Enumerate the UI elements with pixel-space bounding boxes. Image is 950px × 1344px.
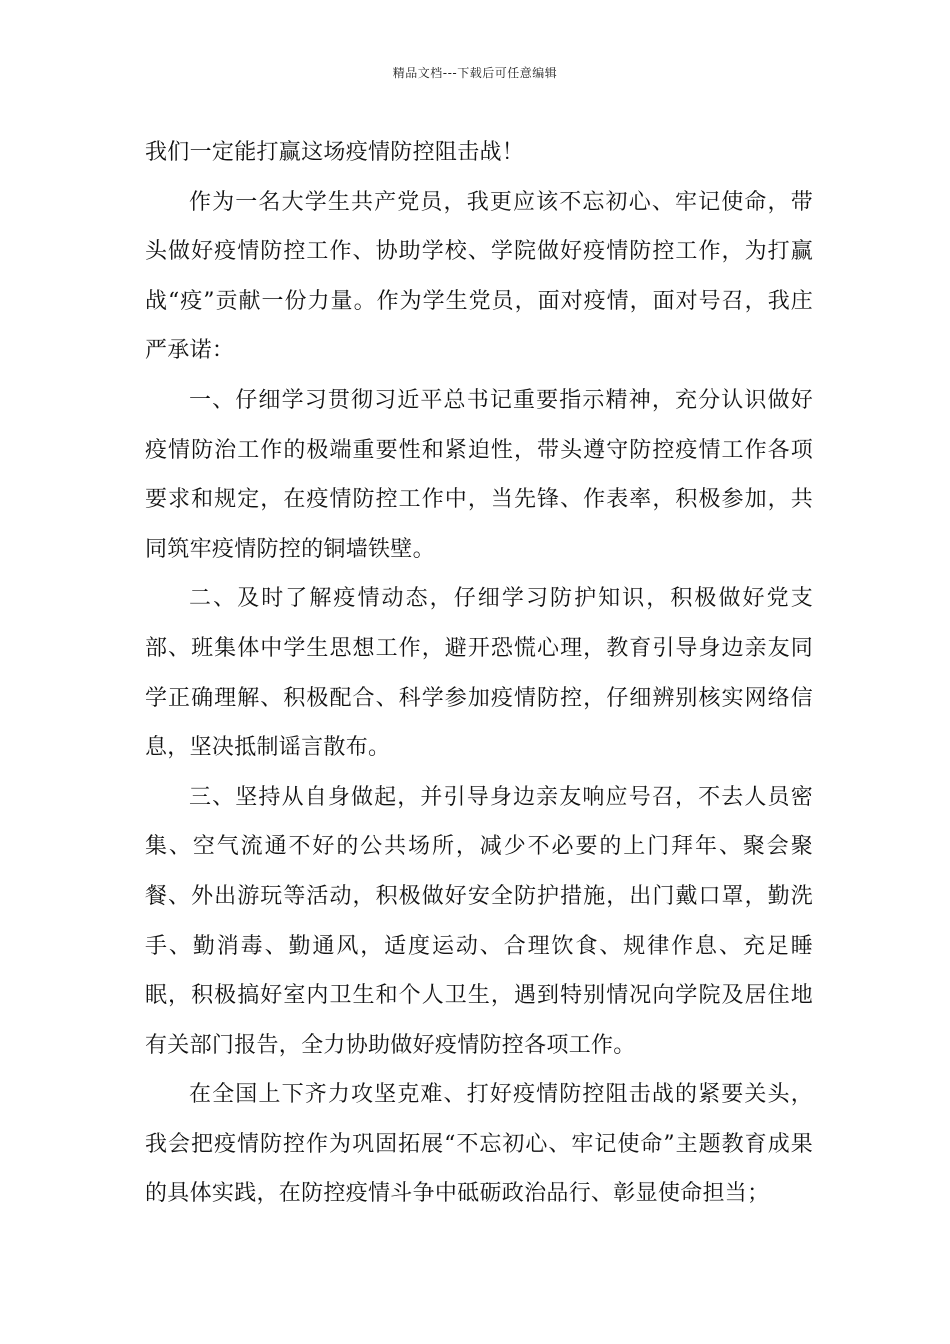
- paragraph-pledge-1: 一、仔细学习贯彻习近平总书记重要指示精神，充分认识做好疫情防治工作的极端重要性和紧迫性，带头遵守防控疫情工作各项要求和规定，在疫情防控工作中，当先锋、作表率，积极参加，共同筑牢疫情防控的铜墙铁壁。: [145, 387, 813, 562]
- paragraph-pledge-3: 三、坚持从自身做起，并引导身边亲友响应号召，不去人员密集、空气流通不好的公共场所，减少不必要的上门拜年、聚会聚餐、外出游玩等活动，积极做好安全防护措施，出门戴口罩，勤洗手、勤消毒、勤通风，适度运动、合理饮食、规律作息、充足睡眠，积极搞好室内卫生和个人卫生，遇到特别情况向学院及居住地有关部门报告，全力协助做好疫情防控各项工作。: [145, 784, 813, 1058]
- document-body: [145, 128, 813, 1219]
- paragraph-pledge-2: 二、及时了解疫情动态，仔细学习防护知识，积极做好党支部、班集体中学生思想工作，避开恐慌心理，教育引导身边亲友同学正确理解、积极配合、科学参加疫情防控，仔细辨别核实网络信息，坚决抵制谣言散布。: [145, 586, 813, 761]
- page-header: 精品文档---下载后可任意编辑: [392, 66, 558, 80]
- paragraph-conclusion: 在全国上下齐力攻坚克难、打好疫情防控阻击战的紧要关头，我会把疫情防控作为巩固拓展“不忘初心、牢记使命”主题教育成果的具体实践，在防控疫情斗争中砥砺政治品行、彰显使命担当；: [145, 1082, 813, 1207]
- paragraph-intro: 作为一名大学生共产党员，我更应该不忘初心、牢记使命，带头做好疫情防控工作、协助学校、学院做好疫情防控工作，为打赢战“疫”贡献一份力量。作为学生党员，面对疫情，面对号召，我庄严承诺：: [145, 189, 813, 364]
- paragraph-continuation: 我们一定能打赢这场疫情防控阻击战！: [145, 140, 525, 165]
